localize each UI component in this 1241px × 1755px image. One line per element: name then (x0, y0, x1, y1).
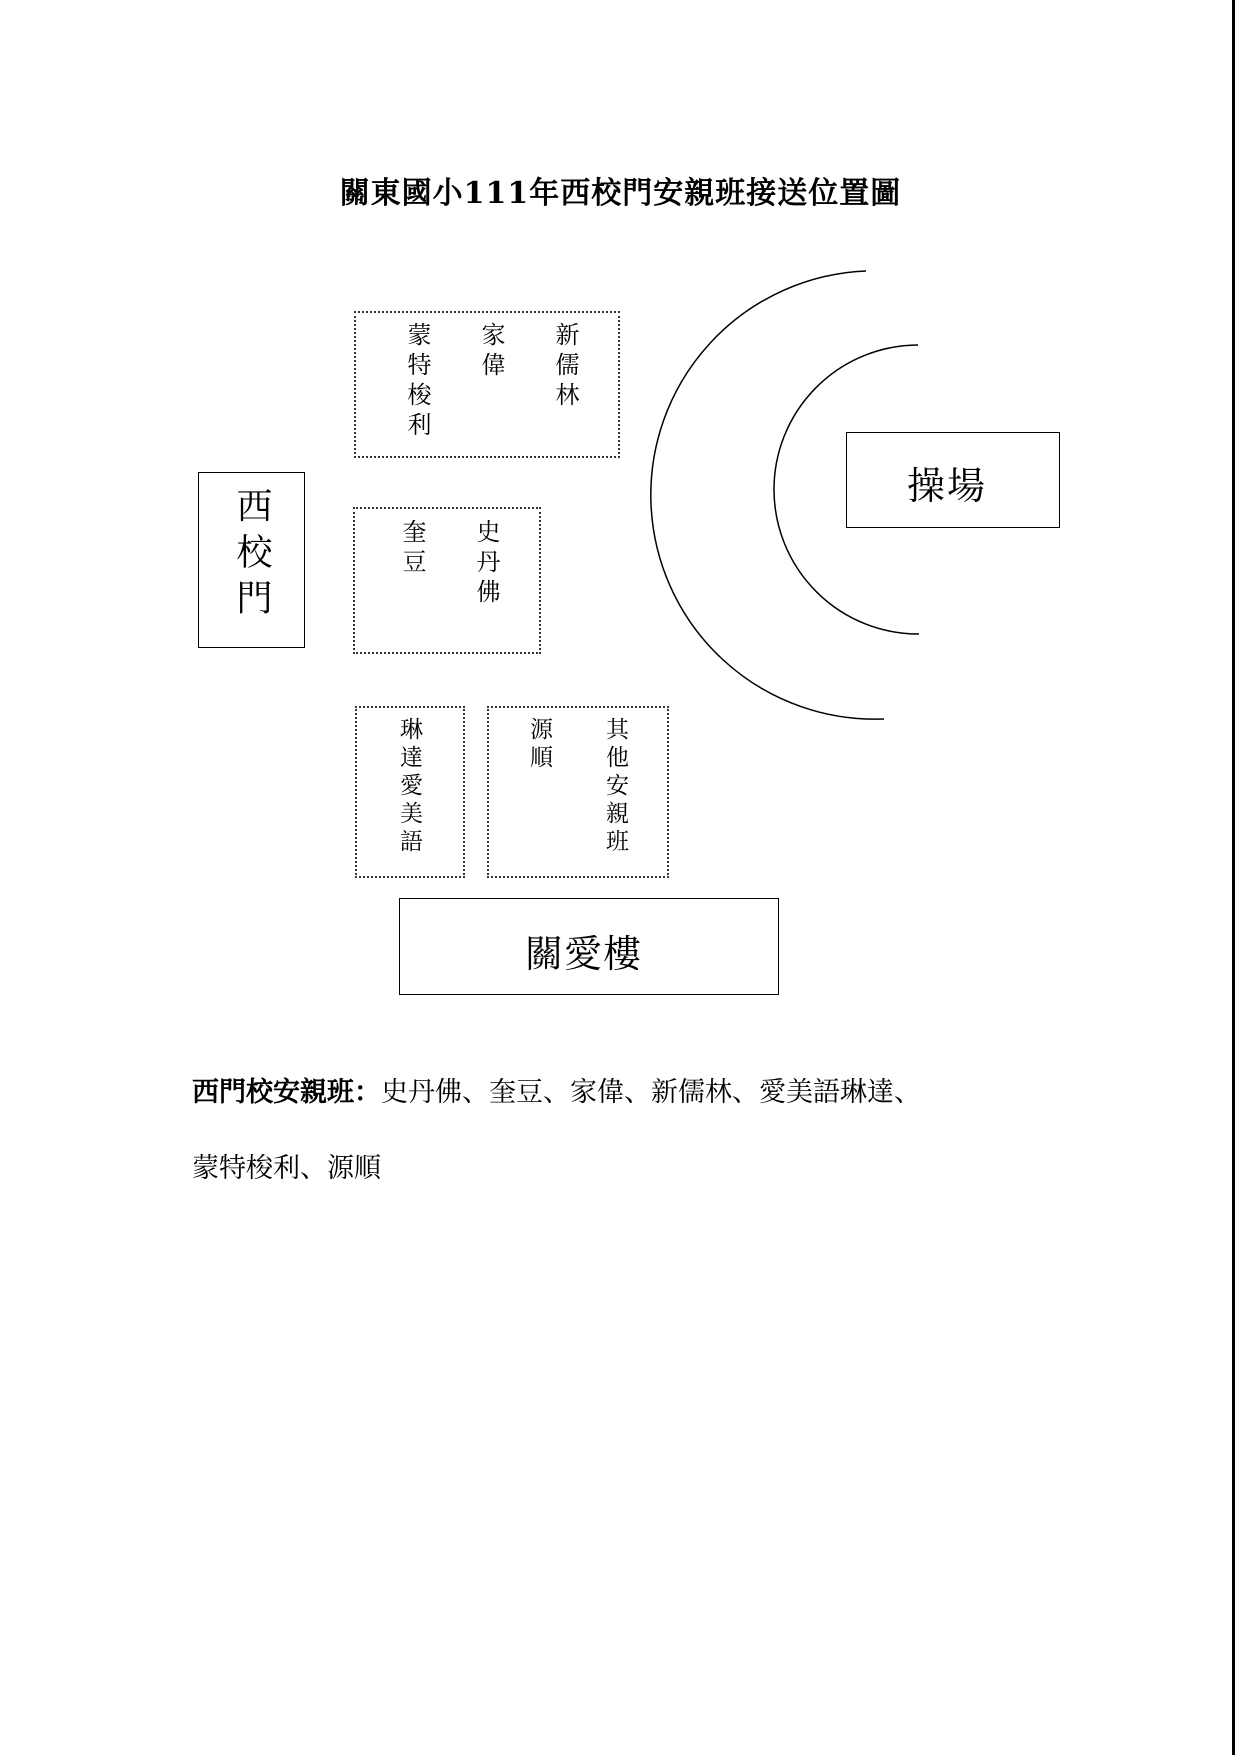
afterschool-list-items-2: 蒙特梭利、源順 (192, 1153, 381, 1184)
zone-label-montessori: 蒙特梭利 (403, 322, 431, 442)
playground-label: 操場 (907, 464, 988, 508)
page-title: 關東國小111年西校門安親班接送位置圖 (339, 176, 902, 211)
zone-label-stanford: 史丹佛 (472, 519, 500, 609)
playground-box (846, 432, 1060, 528)
afterschool-list-label: 西門校安親班： (192, 1077, 381, 1108)
zone-label-kuidou: 奎豆 (398, 519, 426, 579)
guanai-building-box (399, 898, 779, 995)
afterschool-list-line-1 (192, 1070, 1092, 1109)
pickup-zone-bottom-right (487, 706, 669, 878)
west-gate-label: 西校門 (231, 487, 272, 625)
pickup-zone-top (354, 311, 620, 458)
zone-label-yuanshun: 源順 (526, 717, 552, 773)
zone-label-linda-english: 琳達愛美語 (396, 717, 422, 857)
pickup-zone-bottom-left (355, 706, 465, 878)
pickup-zone-middle (353, 507, 541, 654)
afterschool-list-items-1: 史丹佛、奎豆、家偉、新儒林、愛美語琳達、 (381, 1077, 921, 1108)
west-gate-box (198, 472, 305, 648)
zone-label-jiawei: 家偉 (477, 322, 505, 382)
guanai-building-label: 關愛樓 (525, 932, 643, 976)
zone-label-xinrulin: 新儒林 (551, 322, 579, 412)
playground-track-arcs (0, 0, 1241, 760)
afterschool-list-line-2 (192, 1146, 1092, 1185)
zone-label-other-afterschool: 其他安親班 (602, 717, 628, 857)
